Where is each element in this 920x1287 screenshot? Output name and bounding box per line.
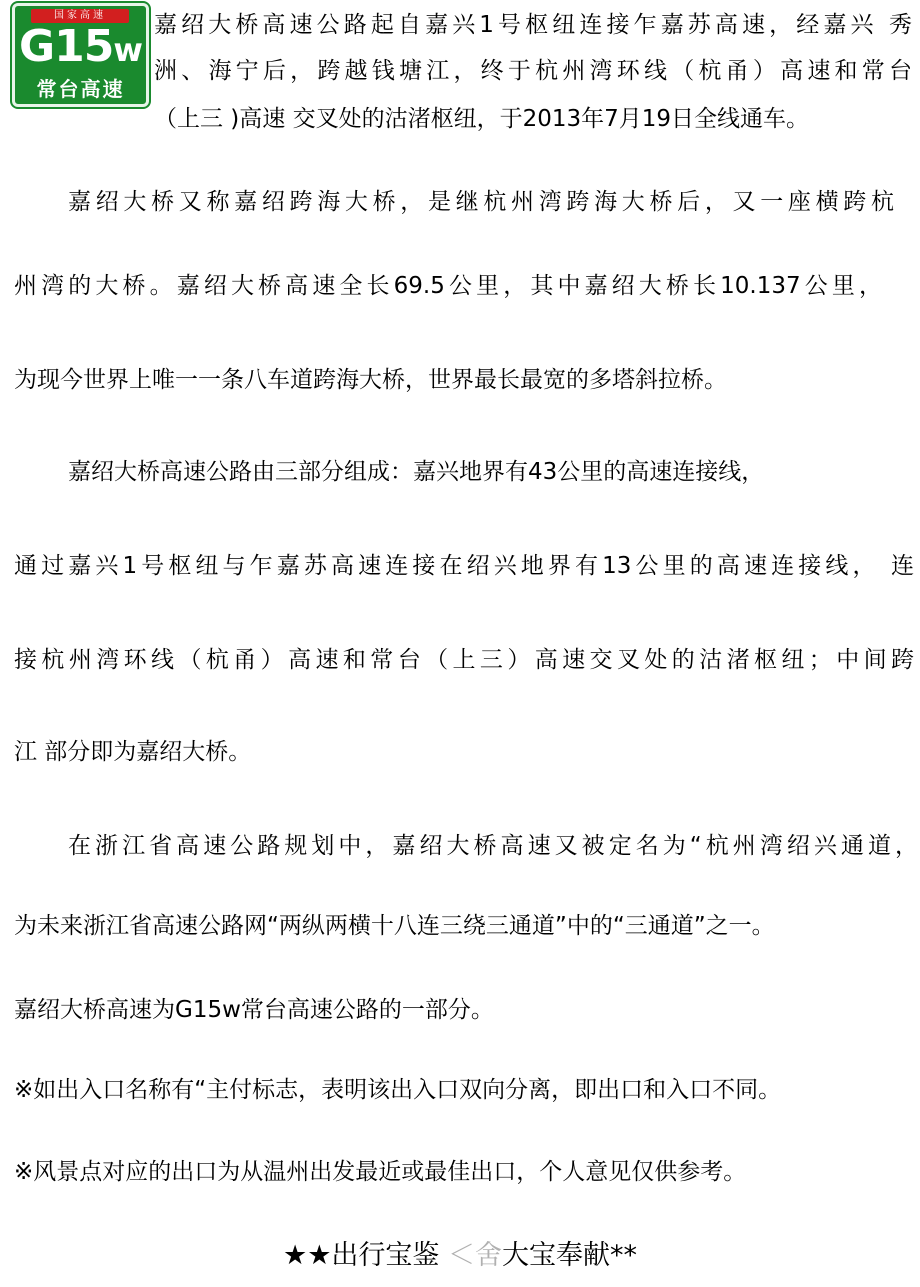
note-line-1: ※如出入口名称有“主付标志，表明该出入口双向分离，即出口和入口不同。 — [14, 1077, 782, 1103]
paragraph-line-9: 为未来浙江省高速公路网“两纵两横十八连三绕三通道”中的“三通道”之一。 — [14, 913, 775, 939]
sign-route-name: 常台高速 — [36, 77, 125, 101]
paragraph-line-5: 通过嘉兴1号枢纽与乍嘉苏高速连接在绍兴地界有13公里的高速连接线， 连 — [14, 553, 914, 579]
highway-sign-g15w — [12, 3, 149, 107]
footer-text-main: 出行宝鉴 — [331, 1240, 440, 1271]
intro-line-1: 嘉绍大桥高速公路起自嘉兴1号枢纽连接乍嘉苏高速，经嘉兴 秀 — [154, 12, 912, 38]
footer-stars: ★★ — [282, 1240, 332, 1271]
paragraph-line-10: 嘉绍大桥高速为G15w常台高速公路的一部分。 — [14, 997, 494, 1023]
sign-route-code — [15, 22, 146, 75]
paragraph-line-7: 江 部分即为嘉绍大桥。 — [14, 739, 252, 765]
sign-national-label: 国家高速 — [31, 9, 129, 23]
sign-code-suffix: w — [113, 31, 142, 69]
intro-line-2: 洲、海宁后，跨越钱塘江，终于杭州湾环线（杭甬）高速和常台 — [154, 58, 912, 84]
footer-credit — [0, 1238, 920, 1274]
paragraph-line-1: 嘉绍大桥又称嘉绍跨海大桥，是继杭州湾跨海大桥后，又一座横跨杭 — [68, 189, 894, 215]
sign-code-main: G15 — [19, 21, 114, 72]
note-line-2: ※风景点对应的出口为从温州出发最近或最佳出口，个人意见仅供参考。 — [14, 1159, 747, 1185]
intro-line-3: （上三 )高速 交叉处的沽渚枢纽，于2013年7月19日全线通车。 — [154, 106, 810, 132]
paragraph-line-6: 接杭州湾环线（杭甬）高速和常台（上三）高速交叉处的沽渚枢纽；中间跨 — [14, 647, 914, 673]
paragraph-line-8: 在浙江省高速公路规划中，嘉绍大桥高速又被定名为“杭州湾绍兴通道， — [68, 833, 918, 859]
paragraph-line-3: 为现今世界上唯一一条八车道跨海大桥，世界最长最宽的多塔斜拉桥。 — [14, 367, 727, 393]
paragraph-line-4: 嘉绍大桥高速公路由三部分组成：嘉兴地界有43公里的高速连接线， — [68, 459, 765, 485]
footer-text-end: 大宝奉献** — [502, 1240, 637, 1271]
paragraph-line-2: 州湾的大桥。嘉绍大桥高速全长69.5公里，其中嘉绍大桥长10.137公里， — [14, 273, 882, 299]
footer-text-faded: ＜舍 — [448, 1240, 502, 1271]
